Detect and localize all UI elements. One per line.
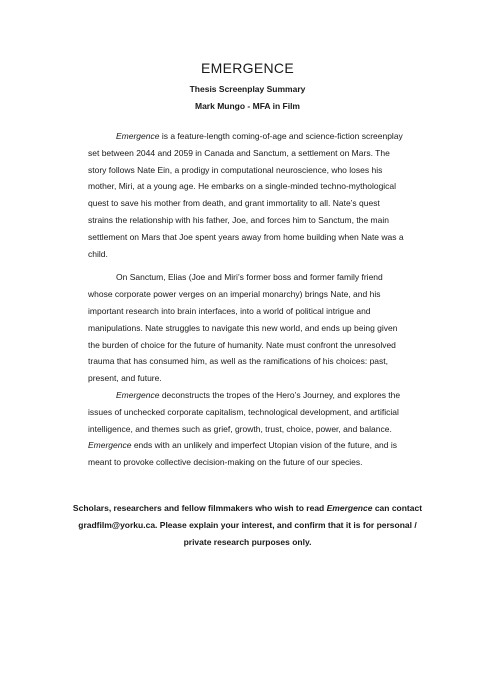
author-line: Mark Mungo - MFA in Film bbox=[195, 101, 300, 111]
paragraph-2 bbox=[88, 269, 406, 387]
paragraph-1-lead: Emergence bbox=[116, 131, 160, 141]
document-subtitle: Thesis Screenplay Summary bbox=[189, 84, 306, 94]
contact-emph: Emergence bbox=[326, 503, 373, 513]
paragraph-3-text: deconstructs the tropes of the Hero’s Journey, and explores the issues of unchecked corporate capitalism, technological development, and artificial intelligence, and themes such as grief, growth, trust, choice, power, and balance. bbox=[88, 389, 401, 434]
paragraph-1 bbox=[88, 128, 406, 262]
paragraph-1-text: is a feature-length coming-of-age and science-fiction screenplay set between 2044 and 2059 in Canada and Sanctum, a settlement on Mars. The story follows Nate Ein, a prodigy in computational neuroscience, who loses his mother, Miri, at a young age. He embarks on a single-minded techno-mythological quest to save his mother from death, and grant immortality to all. Nate’s quest strains the relationship with his father, Joe, and forces him to Sanctum, the main settlement on Mars that Joe spent years away from home building when Nate was a child. bbox=[88, 131, 404, 259]
summary-body bbox=[88, 128, 406, 471]
paragraph-3-text-2: ends with an unlikely and imperfect Utopian vision of the future, and is meant to provoke collective decision-making on the future of our species. bbox=[88, 440, 398, 468]
contact-after: can contact gradfilm@yorku.ca. Please explain your interest, and confirm that it is for personal / private research purposes only. bbox=[78, 503, 423, 547]
contact-before: Scholars, researchers and fellow filmmakers who wish to read bbox=[72, 503, 327, 513]
paragraph-3-lead-2: Emergence bbox=[88, 440, 132, 451]
paragraph-3-lead: Emergence bbox=[116, 389, 160, 400]
paragraph-3 bbox=[88, 387, 406, 471]
paragraph-2-text: On Sanctum, Elias (Joe and Miri’s former boss and former family friend whose corporate power verges on an imperial monarchy) brings Nate, and his important research into brain interfaces, into a world of political intrigue and manipulations. Nate struggles to navigate this new world, and ends up being given the burden of choice for the future of humanity. Nate must confront the unresolved trauma that has consumed him, as well as the ramifications of his choices: past, present, and future. bbox=[88, 272, 398, 384]
document-title: EMERGENCE bbox=[201, 60, 294, 76]
contact-notice bbox=[70, 500, 425, 551]
